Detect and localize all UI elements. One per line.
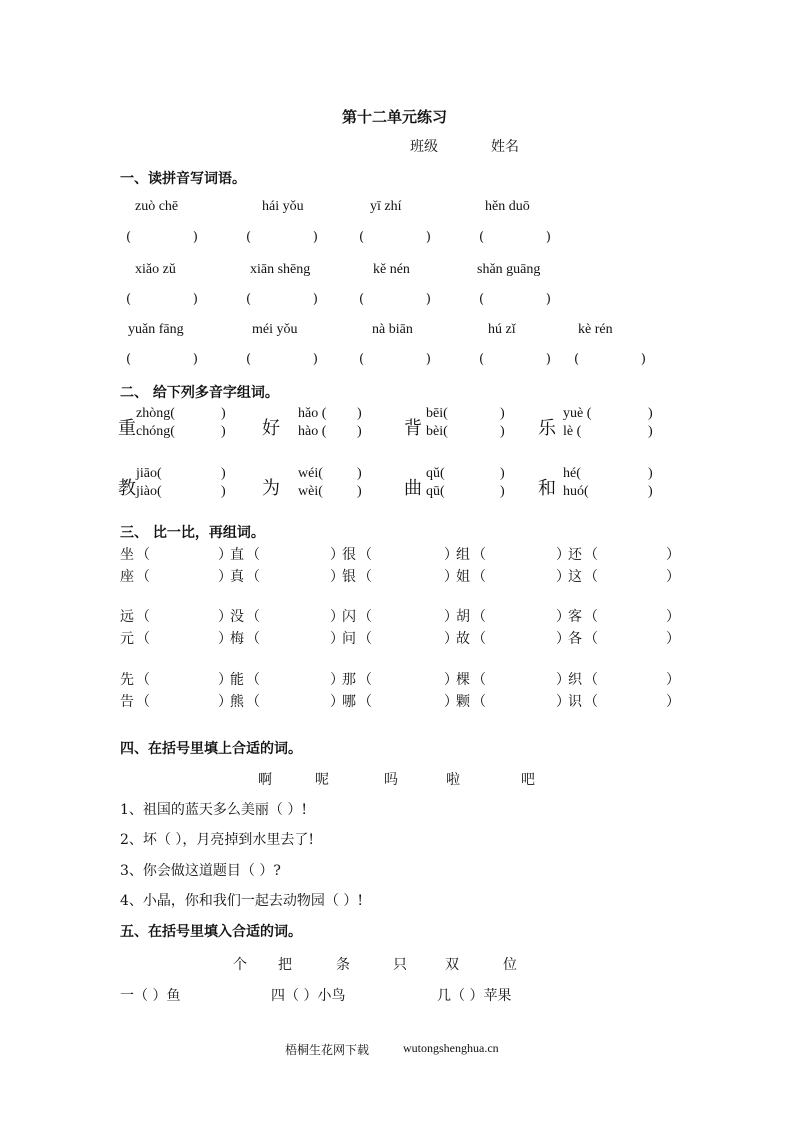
- answer-blank-open[interactable]: （: [358, 631, 372, 647]
- answer-blank-close[interactable]: ): [221, 484, 226, 499]
- compare-char: 闪: [342, 609, 356, 625]
- compare-char: 熊: [230, 694, 244, 710]
- answer-blank-close[interactable]: ）: [556, 609, 570, 625]
- answer-blank[interactable]: ( ): [246, 352, 318, 367]
- answer-blank-close[interactable]: ）: [556, 694, 570, 710]
- answer-blank-open[interactable]: （: [246, 694, 260, 710]
- pinyin-reading: bēi(: [426, 406, 448, 421]
- pinyin-reading: bèi(: [426, 424, 448, 439]
- answer-blank-close[interactable]: ）: [556, 672, 570, 688]
- pinyin-reading: wéi(: [298, 466, 323, 481]
- answer-blank-close[interactable]: ）: [556, 631, 570, 647]
- compare-char: 各: [568, 631, 582, 647]
- answer-blank-close[interactable]: ）: [330, 672, 344, 688]
- answer-blank-open[interactable]: （: [136, 631, 150, 647]
- answer-blank-open[interactable]: （: [584, 672, 598, 688]
- answer-blank[interactable]: ( ): [479, 352, 551, 367]
- answer-blank-open[interactable]: （: [584, 694, 598, 710]
- measure-word-option: 只: [393, 957, 407, 973]
- word-option: 啊: [258, 772, 272, 788]
- fill-in-sentence[interactable]: 1、祖国的蓝天多么美丽（ ）!: [120, 802, 307, 818]
- name-label: 姓名: [491, 139, 519, 155]
- answer-blank-close[interactable]: ): [500, 406, 505, 421]
- answer-blank-open[interactable]: （: [472, 631, 486, 647]
- measure-word-option: 双: [445, 957, 459, 973]
- answer-blank-open[interactable]: （: [358, 569, 372, 585]
- answer-blank[interactable]: ( ): [359, 352, 431, 367]
- compare-char: 故: [456, 631, 470, 647]
- pinyin-reading: qū(: [426, 484, 445, 499]
- answer-blank-close[interactable]: ）: [444, 694, 458, 710]
- compare-char: 还: [568, 547, 582, 563]
- answer-blank-close[interactable]: ）: [444, 569, 458, 585]
- section-1-heading: 一、读拼音写词语。: [120, 171, 246, 187]
- pinyin-prompt: xiǎo zǔ: [135, 262, 176, 277]
- pinyin-prompt: hěn duō: [485, 199, 530, 214]
- answer-blank[interactable]: ( ): [126, 292, 198, 307]
- answer-blank-close[interactable]: ）: [666, 569, 680, 585]
- compare-char: 元: [120, 631, 134, 647]
- pinyin-reading: wèi(: [298, 484, 323, 499]
- polyphone-char: 曲: [404, 478, 422, 499]
- compare-char: 组: [456, 547, 470, 563]
- answer-blank-close[interactable]: ): [500, 484, 505, 499]
- answer-blank[interactable]: ( ): [479, 230, 551, 245]
- answer-blank[interactable]: ( ): [359, 230, 431, 245]
- measure-word-option: 把: [278, 957, 292, 973]
- answer-blank-close[interactable]: ）: [330, 694, 344, 710]
- answer-blank-open[interactable]: （: [584, 547, 598, 563]
- answer-blank-close[interactable]: ）: [666, 631, 680, 647]
- answer-blank-open[interactable]: （: [358, 672, 372, 688]
- section-5-heading: 五、在括号里填入合适的词。: [120, 924, 302, 940]
- word-option: 呢: [315, 772, 329, 788]
- polyphone-char: 为: [262, 478, 280, 499]
- pinyin-reading: yuè (: [563, 406, 592, 421]
- answer-blank-close[interactable]: ）: [330, 569, 344, 585]
- pinyin-prompt: hái yǒu: [262, 199, 304, 214]
- answer-blank-open[interactable]: （: [358, 694, 372, 710]
- answer-blank-close[interactable]: ): [221, 424, 226, 439]
- pinyin-reading: hǎo (: [298, 406, 327, 421]
- compare-char: 告: [120, 694, 134, 710]
- compare-char: 胡: [456, 609, 470, 625]
- answer-blank-close[interactable]: ): [648, 424, 653, 439]
- answer-blank-close[interactable]: ）: [666, 609, 680, 625]
- word-option: 啦: [446, 772, 460, 788]
- answer-blank-close[interactable]: ): [357, 466, 362, 481]
- answer-blank-close[interactable]: ）: [330, 547, 344, 563]
- answer-blank-open[interactable]: （: [136, 547, 150, 563]
- answer-blank-open[interactable]: （: [246, 672, 260, 688]
- page-title: 第十二单元练习: [342, 108, 448, 126]
- fill-in-phrase[interactable]: 几（ ）苹果: [437, 988, 512, 1004]
- answer-blank-close[interactable]: ): [500, 466, 505, 481]
- measure-word-option: 个: [233, 957, 247, 973]
- answer-blank-open[interactable]: （: [358, 547, 372, 563]
- answer-blank-open[interactable]: （: [472, 609, 486, 625]
- answer-blank-close[interactable]: ）: [556, 569, 570, 585]
- answer-blank-open[interactable]: （: [246, 631, 260, 647]
- answer-blank-close[interactable]: ）: [218, 547, 232, 563]
- measure-word-option: 条: [336, 957, 350, 973]
- answer-blank-close[interactable]: ）: [218, 694, 232, 710]
- answer-blank-open[interactable]: （: [136, 694, 150, 710]
- compare-char: 那: [342, 672, 356, 688]
- answer-blank-close[interactable]: ）: [218, 631, 232, 647]
- pinyin-prompt: hú zǐ: [488, 322, 516, 337]
- fill-in-sentence[interactable]: 2、坏（ ），月亮掉到水里去了!: [120, 832, 314, 848]
- polyphone-char: 乐: [538, 418, 556, 439]
- answer-blank-close[interactable]: ): [648, 406, 653, 421]
- answer-blank[interactable]: ( ): [479, 292, 551, 307]
- compare-char: 客: [568, 609, 582, 625]
- answer-blank-close[interactable]: ）: [218, 569, 232, 585]
- section-2-heading: 二、 给下列多音字组词。: [120, 385, 279, 401]
- compare-char: 直: [230, 547, 244, 563]
- section-4-heading: 四、在括号里填上合适的词。: [120, 741, 302, 757]
- answer-blank-open[interactable]: （: [246, 609, 260, 625]
- answer-blank-close[interactable]: ): [357, 484, 362, 499]
- polyphone-char: 背: [404, 418, 422, 439]
- pinyin-reading: chóng(: [136, 424, 175, 439]
- pinyin-prompt: kě nén: [373, 262, 410, 277]
- pinyin-prompt: yuǎn fāng: [128, 322, 184, 337]
- polyphone-char: 教: [118, 478, 136, 499]
- polyphone-char: 和: [538, 478, 556, 499]
- answer-blank-open[interactable]: （: [584, 631, 598, 647]
- answer-blank-close[interactable]: ）: [444, 672, 458, 688]
- pinyin-prompt: kè rén: [578, 322, 613, 337]
- class-label: 班级: [410, 139, 438, 155]
- footer-site-name: 梧桐生花网下载: [285, 1043, 370, 1057]
- answer-blank-open[interactable]: （: [472, 569, 486, 585]
- compare-char: 银: [342, 569, 356, 585]
- compare-char: 颗: [456, 694, 470, 710]
- pinyin-reading: zhòng(: [136, 406, 175, 421]
- compare-char: 很: [342, 547, 356, 563]
- fill-in-sentence[interactable]: 4、小晶，你和我们一起去动物园（ ）!: [120, 893, 363, 909]
- pinyin-prompt: nà biān: [372, 322, 413, 337]
- answer-blank-close[interactable]: ）: [556, 547, 570, 563]
- compare-char: 问: [342, 631, 356, 647]
- answer-blank-close[interactable]: ）: [666, 694, 680, 710]
- pinyin-reading: hé(: [563, 466, 581, 481]
- answer-blank-close[interactable]: ）: [444, 631, 458, 647]
- answer-blank-open[interactable]: （: [472, 694, 486, 710]
- answer-blank[interactable]: ( ): [246, 230, 318, 245]
- pinyin-reading: hào (: [298, 424, 327, 439]
- answer-blank-close[interactable]: ): [221, 406, 226, 421]
- answer-blank-close[interactable]: ）: [218, 672, 232, 688]
- answer-blank-open[interactable]: （: [246, 547, 260, 563]
- answer-blank-close[interactable]: ): [500, 424, 505, 439]
- answer-blank-close[interactable]: ): [357, 424, 362, 439]
- answer-blank-close[interactable]: ）: [444, 547, 458, 563]
- answer-blank-open[interactable]: （: [472, 672, 486, 688]
- compare-char: 真: [230, 569, 244, 585]
- compare-char: 棵: [456, 672, 470, 688]
- fill-in-phrase[interactable]: 一（ ）鱼: [120, 988, 181, 1004]
- pinyin-prompt: zuò chē: [135, 199, 179, 214]
- compare-char: 没: [230, 609, 244, 625]
- answer-blank-close[interactable]: ): [648, 466, 653, 481]
- answer-blank-open[interactable]: （: [136, 609, 150, 625]
- answer-blank-open[interactable]: （: [136, 672, 150, 688]
- word-option: 吗: [384, 772, 398, 788]
- answer-blank-close[interactable]: ）: [666, 547, 680, 563]
- answer-blank[interactable]: ( ): [359, 292, 431, 307]
- compare-char: 这: [568, 569, 582, 585]
- answer-blank[interactable]: ( ): [126, 352, 198, 367]
- answer-blank-close[interactable]: ）: [666, 672, 680, 688]
- answer-blank-open[interactable]: （: [358, 609, 372, 625]
- pinyin-prompt: xiān shēng: [250, 262, 311, 277]
- answer-blank-close[interactable]: ）: [330, 609, 344, 625]
- compare-char: 远: [120, 609, 134, 625]
- answer-blank-open[interactable]: （: [472, 547, 486, 563]
- measure-word-option: 位: [503, 957, 517, 973]
- answer-blank-close[interactable]: ): [221, 466, 226, 481]
- compare-char: 坐: [120, 547, 134, 563]
- fill-in-sentence[interactable]: 3、你会做这道题目（ ）?: [120, 863, 281, 879]
- answer-blank[interactable]: ( ): [126, 230, 198, 245]
- compare-char: 织: [568, 672, 582, 688]
- answer-blank-close[interactable]: ): [648, 484, 653, 499]
- compare-char: 座: [120, 569, 134, 585]
- compare-char: 姐: [456, 569, 470, 585]
- pinyin-reading: qǔ(: [426, 466, 445, 481]
- footer-site-url[interactable]: wutongshenghua.cn: [403, 1041, 499, 1055]
- polyphone-char: 好: [262, 418, 280, 439]
- section-3-heading: 三、 比一比，再组词。: [120, 525, 265, 541]
- answer-blank-open[interactable]: （: [584, 569, 598, 585]
- compare-char: 识: [568, 694, 582, 710]
- answer-blank-open[interactable]: （: [136, 569, 150, 585]
- answer-blank[interactable]: ( ): [246, 292, 318, 307]
- compare-char: 能: [230, 672, 244, 688]
- answer-blank-close[interactable]: ）: [218, 609, 232, 625]
- word-option: 吧: [521, 772, 535, 788]
- pinyin-reading: lè (: [563, 424, 582, 439]
- compare-char: 梅: [230, 631, 244, 647]
- answer-blank-open[interactable]: （: [246, 569, 260, 585]
- answer-blank[interactable]: ( ): [574, 352, 646, 367]
- pinyin-prompt: yī zhí: [370, 199, 402, 214]
- polyphone-char: 重: [118, 418, 136, 439]
- pinyin-prompt: méi yǒu: [252, 322, 298, 337]
- compare-char: 先: [120, 672, 134, 688]
- answer-blank-close[interactable]: ）: [330, 631, 344, 647]
- pinyin-reading: jiāo(: [136, 466, 162, 481]
- answer-blank-open[interactable]: （: [584, 609, 598, 625]
- pinyin-reading: jiào(: [136, 484, 162, 499]
- compare-char: 哪: [342, 694, 356, 710]
- answer-blank-close[interactable]: ）: [444, 609, 458, 625]
- pinyin-reading: huó(: [563, 484, 589, 499]
- answer-blank-close[interactable]: ): [357, 406, 362, 421]
- pinyin-prompt: shǎn guāng: [477, 262, 541, 277]
- fill-in-phrase[interactable]: 四（ ）小鸟: [271, 988, 346, 1004]
